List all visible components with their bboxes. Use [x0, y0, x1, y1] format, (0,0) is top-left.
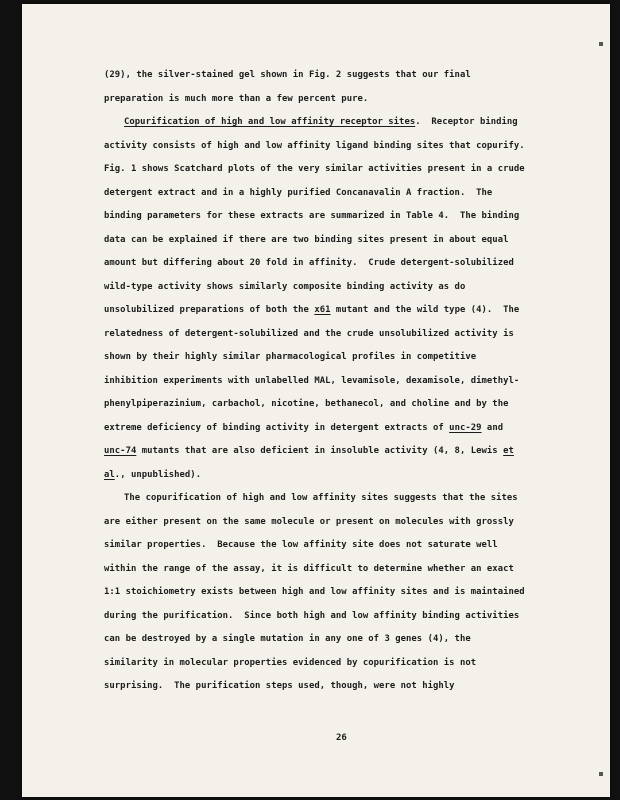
section-heading-line	[104, 111, 574, 135]
text-line: shown by their highly similar pharmacological profiles in competitive	[104, 352, 477, 362]
text-line: Fig. 1 shows Scatchard plots of the very similar activities present in a crude	[104, 164, 525, 174]
text-line: similarity in molecular properties evidenced by copurification is not	[104, 657, 477, 668]
text-line	[104, 417, 574, 441]
binder-hole-mark	[599, 772, 603, 776]
text-line: are either present on the same molecule or present on molecules with grossly	[104, 516, 514, 527]
text-span: and	[481, 422, 504, 433]
underlined-citation: al	[104, 469, 115, 480]
underlined-gene-name: unc-74	[104, 446, 137, 456]
text-span: mutant and the wild type (4). The	[330, 305, 520, 315]
text-line: amount but differing about 20 fold in affinity. Crude detergent-solubilized	[104, 258, 514, 268]
section-heading: Copurification of high and low affinity receptor sites	[124, 117, 416, 127]
text-line: surprising. The purification steps used, though, were not highly	[104, 681, 455, 691]
text-line: similar properties. Because the low affinity site does not saturate well	[104, 540, 498, 550]
text-line: wild-type activity shows similarly composite binding activity as do	[104, 281, 466, 292]
page-number: 26	[336, 733, 347, 743]
text-span: mutants that are also deficient in insoluble activity (4, 8, Lewis	[136, 446, 504, 456]
text-span: ., unpublished).	[114, 469, 202, 480]
text-line	[104, 299, 574, 323]
text-span: extreme deficiency of binding activity in detergent extracts of	[104, 422, 450, 433]
text-line: within the range of the assay, it is difficult to determine whether an exact	[104, 563, 514, 574]
page-body	[104, 64, 574, 699]
text-line: phenylpiperazinium, carbachol, nicotine, bethanecol, and choline and by the	[104, 399, 509, 409]
text-line	[104, 464, 574, 488]
binder-hole-mark	[599, 42, 603, 46]
text-span: unsolubilized preparations of both the	[104, 305, 315, 315]
text-line: can be destroyed by a single mutation in any one of 3 genes (4), the	[104, 634, 471, 644]
text-line: binding parameters for these extracts are summarized in Table 4. The binding	[104, 211, 520, 221]
underlined-gene-name: unc-29	[449, 422, 482, 433]
text-line: data can be explained if there are two binding sites present in about equal	[104, 234, 509, 245]
text-line: The copurification of high and low affinity sites suggests that the sites	[124, 493, 518, 503]
text-line: 1:1 stoichiometry exists between high and low affinity sites and is maintained	[104, 587, 525, 597]
text-line: activity consists of high and low affinity ligand binding sites that copurify.	[104, 140, 525, 151]
text-line: (29), the silver-stained gel shown in Fig. 2 suggests that our final	[104, 70, 471, 80]
text-line	[104, 440, 574, 464]
text-line: during the purification. Since both high and low affinity binding activities	[104, 610, 520, 621]
text-line: detergent extract and in a highly purified Concanavalin A fraction. The	[104, 187, 493, 198]
text-line: inhibition experiments with unlabelled MAL, levamisole, dexamisole, dimethyl-	[104, 375, 520, 386]
text-span: . Receptor binding	[415, 117, 518, 127]
underlined-citation: et	[503, 446, 514, 456]
text-line: relatedness of detergent-solubilized and the crude unsolubilized activity is	[104, 328, 514, 339]
text-line: preparation is much more than a few percent pure.	[104, 93, 369, 104]
underlined-mutant-name: x61	[314, 305, 331, 315]
